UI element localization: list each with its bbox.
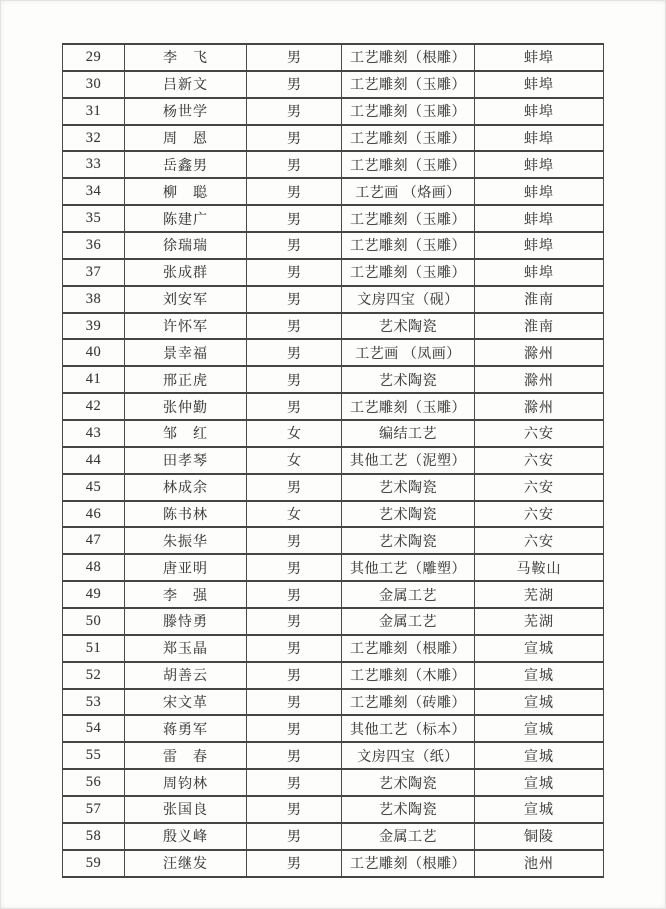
cell-num: 29 [63,44,125,71]
cell-num: 35 [63,205,125,232]
table-row [63,501,604,528]
table-row [63,313,604,340]
cell-craft: 金属工艺 [342,823,475,850]
table-row [63,769,604,796]
cell-num: 46 [63,501,125,528]
craftsmen-roster-table [62,43,604,878]
cell-name: 张仲勤 [125,393,247,420]
cell-craft: 金属工艺 [342,608,475,635]
cell-city: 蚌埠 [475,44,604,71]
cell-name: 徐瑞瑞 [125,232,247,259]
cell-name: 景幸福 [125,339,247,366]
cell-gender: 男 [247,205,342,232]
cell-gender: 女 [247,420,342,447]
cell-gender: 男 [247,850,342,877]
cell-name: 滕恃勇 [125,608,247,635]
table-row [63,823,604,850]
cell-city: 六安 [475,447,604,474]
table-row [63,796,604,823]
cell-gender: 男 [247,393,342,420]
cell-name: 陈建广 [125,205,247,232]
cell-num: 34 [63,178,125,205]
cell-craft: 工艺雕刻（玉雕） [342,125,475,152]
cell-gender: 男 [247,339,342,366]
cell-name: 柳 聪 [125,178,247,205]
cell-gender: 男 [247,313,342,340]
cell-name: 李 强 [125,581,247,608]
cell-craft: 工艺雕刻（玉雕） [342,259,475,286]
cell-num: 45 [63,474,125,501]
table-row [63,447,604,474]
cell-num: 49 [63,581,125,608]
cell-gender: 男 [247,259,342,286]
table-row [63,742,604,769]
table-row [63,393,604,420]
cell-num: 40 [63,339,125,366]
table-row [63,689,604,716]
cell-num: 33 [63,151,125,178]
cell-gender: 男 [247,366,342,393]
cell-name: 宋文革 [125,689,247,716]
cell-city: 淮南 [475,286,604,313]
cell-gender: 男 [247,44,342,71]
cell-gender: 男 [247,823,342,850]
cell-city: 宣城 [475,635,604,662]
cell-name: 张国良 [125,796,247,823]
cell-city: 六安 [475,501,604,528]
cell-gender: 男 [247,796,342,823]
cell-name: 蒋勇军 [125,715,247,742]
cell-name: 胡善云 [125,662,247,689]
cell-city: 滁州 [475,393,604,420]
table-row [63,44,604,71]
cell-city: 淮南 [475,313,604,340]
cell-city: 滁州 [475,339,604,366]
cell-gender: 男 [247,178,342,205]
cell-num: 43 [63,420,125,447]
cell-craft: 工艺雕刻（根雕） [342,44,475,71]
cell-num: 36 [63,232,125,259]
table-row [63,71,604,98]
cell-num: 39 [63,313,125,340]
cell-craft: 艺术陶瓷 [342,366,475,393]
cell-city: 蚌埠 [475,205,604,232]
cell-num: 44 [63,447,125,474]
cell-craft: 工艺雕刻（玉雕） [342,98,475,125]
cell-craft: 工艺雕刻（根雕） [342,850,475,877]
cell-craft: 其他工艺（标本） [342,715,475,742]
cell-gender: 女 [247,447,342,474]
cell-craft: 艺术陶瓷 [342,796,475,823]
cell-city: 蚌埠 [475,151,604,178]
table-row [63,286,604,313]
cell-name: 殷义峰 [125,823,247,850]
table-row [63,662,604,689]
cell-num: 31 [63,98,125,125]
cell-gender: 男 [247,98,342,125]
table-row [63,125,604,152]
table-row [63,151,604,178]
cell-city: 蚌埠 [475,98,604,125]
cell-city: 芜湖 [475,608,604,635]
cell-name: 邹 红 [125,420,247,447]
cell-name: 汪继发 [125,850,247,877]
cell-num: 38 [63,286,125,313]
cell-craft: 文房四宝（砚） [342,286,475,313]
cell-gender: 男 [247,71,342,98]
table-row [63,178,604,205]
cell-name: 杨世学 [125,98,247,125]
cell-gender: 男 [247,769,342,796]
cell-craft: 工艺雕刻（玉雕） [342,232,475,259]
cell-craft: 艺术陶瓷 [342,527,475,554]
cell-craft: 工艺雕刻（玉雕） [342,151,475,178]
cell-num: 42 [63,393,125,420]
cell-gender: 男 [247,232,342,259]
cell-num: 54 [63,715,125,742]
table-row [63,205,604,232]
cell-craft: 工艺雕刻（玉雕） [342,71,475,98]
cell-city: 六安 [475,527,604,554]
cell-gender: 女 [247,501,342,528]
table-row [63,474,604,501]
table-row [63,420,604,447]
cell-num: 59 [63,850,125,877]
table-row [63,232,604,259]
table-row [63,715,604,742]
cell-gender: 男 [247,151,342,178]
cell-city: 六安 [475,474,604,501]
cell-city: 宣城 [475,715,604,742]
cell-gender: 男 [247,474,342,501]
cell-city: 蚌埠 [475,125,604,152]
cell-city: 滁州 [475,366,604,393]
cell-craft: 其他工艺（雕塑） [342,554,475,581]
cell-city: 蚌埠 [475,232,604,259]
cell-craft: 艺术陶瓷 [342,313,475,340]
cell-num: 57 [63,796,125,823]
cell-craft: 工艺雕刻（木雕） [342,662,475,689]
cell-num: 47 [63,527,125,554]
cell-name: 李 飞 [125,44,247,71]
table-row [63,850,604,877]
cell-city: 马鞍山 [475,554,604,581]
cell-name: 郑玉晶 [125,635,247,662]
cell-city: 六安 [475,420,604,447]
cell-gender: 男 [247,527,342,554]
cell-gender: 男 [247,689,342,716]
cell-city: 蚌埠 [475,71,604,98]
cell-craft: 金属工艺 [342,581,475,608]
cell-gender: 男 [247,554,342,581]
cell-name: 刘安军 [125,286,247,313]
cell-name: 林成余 [125,474,247,501]
cell-num: 32 [63,125,125,152]
cell-name: 邢正虎 [125,366,247,393]
cell-name: 许怀军 [125,313,247,340]
cell-craft: 工艺画 （烙画） [342,178,475,205]
cell-gender: 男 [247,125,342,152]
table-row [63,259,604,286]
table-row [63,581,604,608]
table-row [63,554,604,581]
cell-name: 岳鑫男 [125,151,247,178]
cell-craft: 其他工艺（泥塑） [342,447,475,474]
cell-gender: 男 [247,581,342,608]
cell-name: 周 恩 [125,125,247,152]
cell-name: 雷 春 [125,742,247,769]
table-row [63,635,604,662]
cell-craft: 工艺雕刻（根雕） [342,635,475,662]
cell-num: 51 [63,635,125,662]
cell-city: 宣城 [475,742,604,769]
cell-name: 田孝琴 [125,447,247,474]
cell-num: 50 [63,608,125,635]
cell-num: 58 [63,823,125,850]
cell-city: 池州 [475,850,604,877]
cell-craft: 文房四宝（纸） [342,742,475,769]
cell-name: 朱振华 [125,527,247,554]
cell-city: 蚌埠 [475,178,604,205]
cell-craft: 艺术陶瓷 [342,769,475,796]
cell-gender: 男 [247,742,342,769]
cell-num: 41 [63,366,125,393]
table-row [63,608,604,635]
cell-name: 周钧林 [125,769,247,796]
cell-num: 56 [63,769,125,796]
cell-city: 宣城 [475,769,604,796]
cell-name: 陈书林 [125,501,247,528]
cell-craft: 艺术陶瓷 [342,501,475,528]
cell-name: 唐亚明 [125,554,247,581]
cell-num: 53 [63,689,125,716]
cell-city: 芜湖 [475,581,604,608]
cell-craft: 工艺雕刻（玉雕） [342,205,475,232]
table-body [63,44,604,877]
cell-city: 蚌埠 [475,259,604,286]
cell-city: 宣城 [475,796,604,823]
cell-num: 48 [63,554,125,581]
table-row [63,98,604,125]
cell-gender: 男 [247,662,342,689]
cell-num: 30 [63,71,125,98]
cell-craft: 工艺雕刻（砖雕） [342,689,475,716]
cell-craft: 工艺画 （凤画） [342,339,475,366]
cell-gender: 男 [247,608,342,635]
cell-num: 52 [63,662,125,689]
cell-num: 55 [63,742,125,769]
cell-gender: 男 [247,715,342,742]
cell-gender: 男 [247,286,342,313]
cell-city: 铜陵 [475,823,604,850]
cell-name: 张成群 [125,259,247,286]
cell-name: 吕新文 [125,71,247,98]
table-row [63,527,604,554]
cell-gender: 男 [247,635,342,662]
cell-craft: 编结工艺 [342,420,475,447]
cell-num: 37 [63,259,125,286]
table-row [63,366,604,393]
cell-city: 宣城 [475,662,604,689]
table-row [63,339,604,366]
cell-craft: 艺术陶瓷 [342,474,475,501]
cell-craft: 工艺雕刻（玉雕） [342,393,475,420]
cell-city: 宣城 [475,689,604,716]
